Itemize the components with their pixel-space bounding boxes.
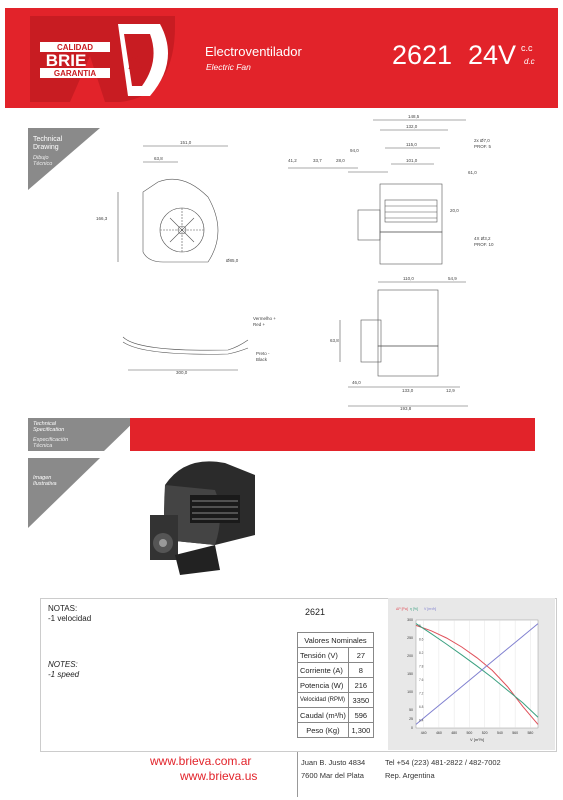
dim-front-width: 151,0 [180,140,192,145]
dim-front-height: 166,3 [96,216,108,221]
spec-tab-sub-1: Especificación [33,437,69,443]
dim-top-63: 63,8 [330,338,339,343]
dim-cable-length: 300,0 [176,370,188,375]
chart-y-left-tick: 25 [409,717,413,721]
chart-y-right-tick: 8.6 [419,637,424,642]
chart-y-right-tick: 6.8 [419,704,424,709]
hole-bottom-depth: PROF. 10 [474,242,494,247]
chart-y-right-tick: 7.6 [419,677,424,682]
spec-value: 3350 [348,693,373,708]
chart-x-label: V [m³/h] [469,737,485,742]
chart-legend-entry: V [m³/h] [424,607,437,611]
notes-es [48,604,91,624]
drawing-tab-sub-2: Técnico [33,161,53,167]
product-title: Electroventilador [205,44,302,59]
dim-front-diameter: Ø85,0 [226,258,239,263]
hole-bottom-spec: 4X Ø3,2 [474,236,491,241]
chart-x-tick: 500 [466,731,473,735]
cc-label: c.c [521,43,533,53]
spec-value: 1,300 [348,723,373,738]
dim-top-133: 133,0 [402,388,414,393]
drawing-tab-label-2: Drawing [33,144,59,151]
dim-side-20: 20,0 [450,208,459,213]
image-tab-label-2: Ilustrativa [33,481,57,487]
svg-text:A: A [128,52,143,74]
image-tab-label-1: Imagen [33,475,52,481]
voltage-label: 24V [468,40,517,70]
spec-label: Peso (Kg) [298,723,349,738]
table-row [298,678,374,693]
dim-side-total: 148,5 [408,114,420,119]
wire-positive-label: Vermelho + [253,316,276,321]
chart-y-left-tick: 0 [411,726,413,730]
dc-label: d.c [524,57,535,66]
chart-legend-entry: η [%] [410,607,418,611]
dim-side-101: 101,0 [406,158,418,163]
spec-value: 8 [348,663,373,678]
chart-y-right-tick: 9 [419,623,421,628]
spec-label: Caudal (m³/h) [298,708,349,723]
front-view-housing [143,179,218,262]
dim-side-94: 94,0 [350,148,359,153]
table-model-number: 2621 [305,607,326,617]
specs-table [297,632,374,738]
dim-side-61: 61,0 [468,170,477,175]
address-city: 7600 Mar del Plata [301,771,364,780]
website-us-link[interactable]: www.brieva.us [180,769,258,783]
dim-top-12: 12,9 [446,388,455,393]
chart-y-left-tick: 100 [407,690,413,694]
website-ar-link[interactable]: www.brieva.com.ar [150,754,252,768]
dim-top-54: 54,9 [448,276,457,281]
dim-side-41: 41,2 [288,158,297,163]
specs-table-header: Valores Nominales [298,633,374,648]
dim-side-132: 132,0 [406,124,418,129]
hole-top-spec: 2x Ø7,0 [474,138,490,143]
phone-number: Tel +54 (223) 481-2822 / 482-7002 [385,758,501,767]
notes-title-es: NOTAS: [48,604,78,613]
spec-band [130,418,535,451]
dim-top-193: 193,8 [400,406,412,411]
drawing-tab-sub-1: Dibujo [33,155,49,161]
chart-x-tick: 580 [527,731,534,735]
table-row [298,723,374,738]
notes-en [48,660,79,680]
chart-y-left-tick: 150 [407,672,413,676]
table-row [298,708,374,723]
performance-chart [388,600,555,750]
product-illustration [145,455,265,580]
wire-positive-label-en: Red + [253,322,266,327]
spec-label: Corriente (A) [298,663,349,678]
chart-x-tick: 460 [435,731,442,735]
notes-line-es: -1 velocidad [48,614,92,623]
spec-label: Velocidad (RPM) [298,693,349,708]
dim-side-28: 28,0 [336,158,345,163]
wire-negative-label-en: Black [256,357,268,362]
chart-y-left-tick: 200 [407,654,413,658]
notes-title-en: NOTES: [48,660,78,669]
logo-top-text: CALIDAD [57,43,93,52]
address-street: Juan B. Justo 4834 [301,758,366,767]
chart-y-right-tick: 7.8 [419,664,424,669]
model-number: 2621 [392,40,453,70]
hole-top-depth: PROF. 5 [474,144,492,149]
brieva-logo [10,16,175,102]
spec-value: 27 [348,648,373,663]
notes-line-en: -1 speed [48,670,80,679]
table-row [298,693,374,708]
chart-x-tick: 540 [496,731,503,735]
spec-tab-sub-2: Técnica [33,443,53,449]
dim-top-46: 46,0 [352,380,361,385]
footer-divider [297,752,298,797]
table-row [298,648,374,663]
chart-y-left-tick: 250 [407,636,413,640]
chart-y-right-tick: 8.2 [419,650,424,655]
image-tab-triangle [28,458,100,528]
chart-x-tick: 480 [451,731,458,735]
spec-tab-label-2: Specification [33,427,65,433]
logo-bottom-text: GARANTIA [53,69,97,78]
chart-y-right-tick: 6.4 [419,718,424,723]
chart-x-tick: 440 [420,731,427,735]
dim-front-sub: 63,8 [154,156,163,161]
table-row [298,663,374,678]
chart-y-right-tick: 7.2 [419,691,424,696]
drawing-tab-label-1: Technical [33,136,63,143]
spec-value: 596 [348,708,373,723]
spec-tab-label-1: Technical [33,421,57,427]
chart-y-left-tick: 50 [409,708,413,712]
dim-top-110: 110,0 [403,276,414,281]
spec-value: 216 [348,678,373,693]
chart-x-tick: 520 [481,731,488,735]
dim-side-115: 115,0 [406,142,417,147]
chart-y-left-tick: 300 [407,618,413,622]
logo-brand-text: BRIE [45,51,87,70]
address-country: Rep. Argentina [385,771,435,780]
spec-label: Tensión (V) [298,648,349,663]
wire-negative-label: Preto - [256,351,270,356]
product-subtitle: Electric Fan [206,62,251,72]
technical-drawing [88,112,513,412]
chart-legend-entry: ΔP [Pa] [396,607,408,611]
spec-label: Potencia (W) [298,678,349,693]
chart-x-tick: 560 [512,731,519,735]
dim-side-33: 33,7 [313,158,322,163]
